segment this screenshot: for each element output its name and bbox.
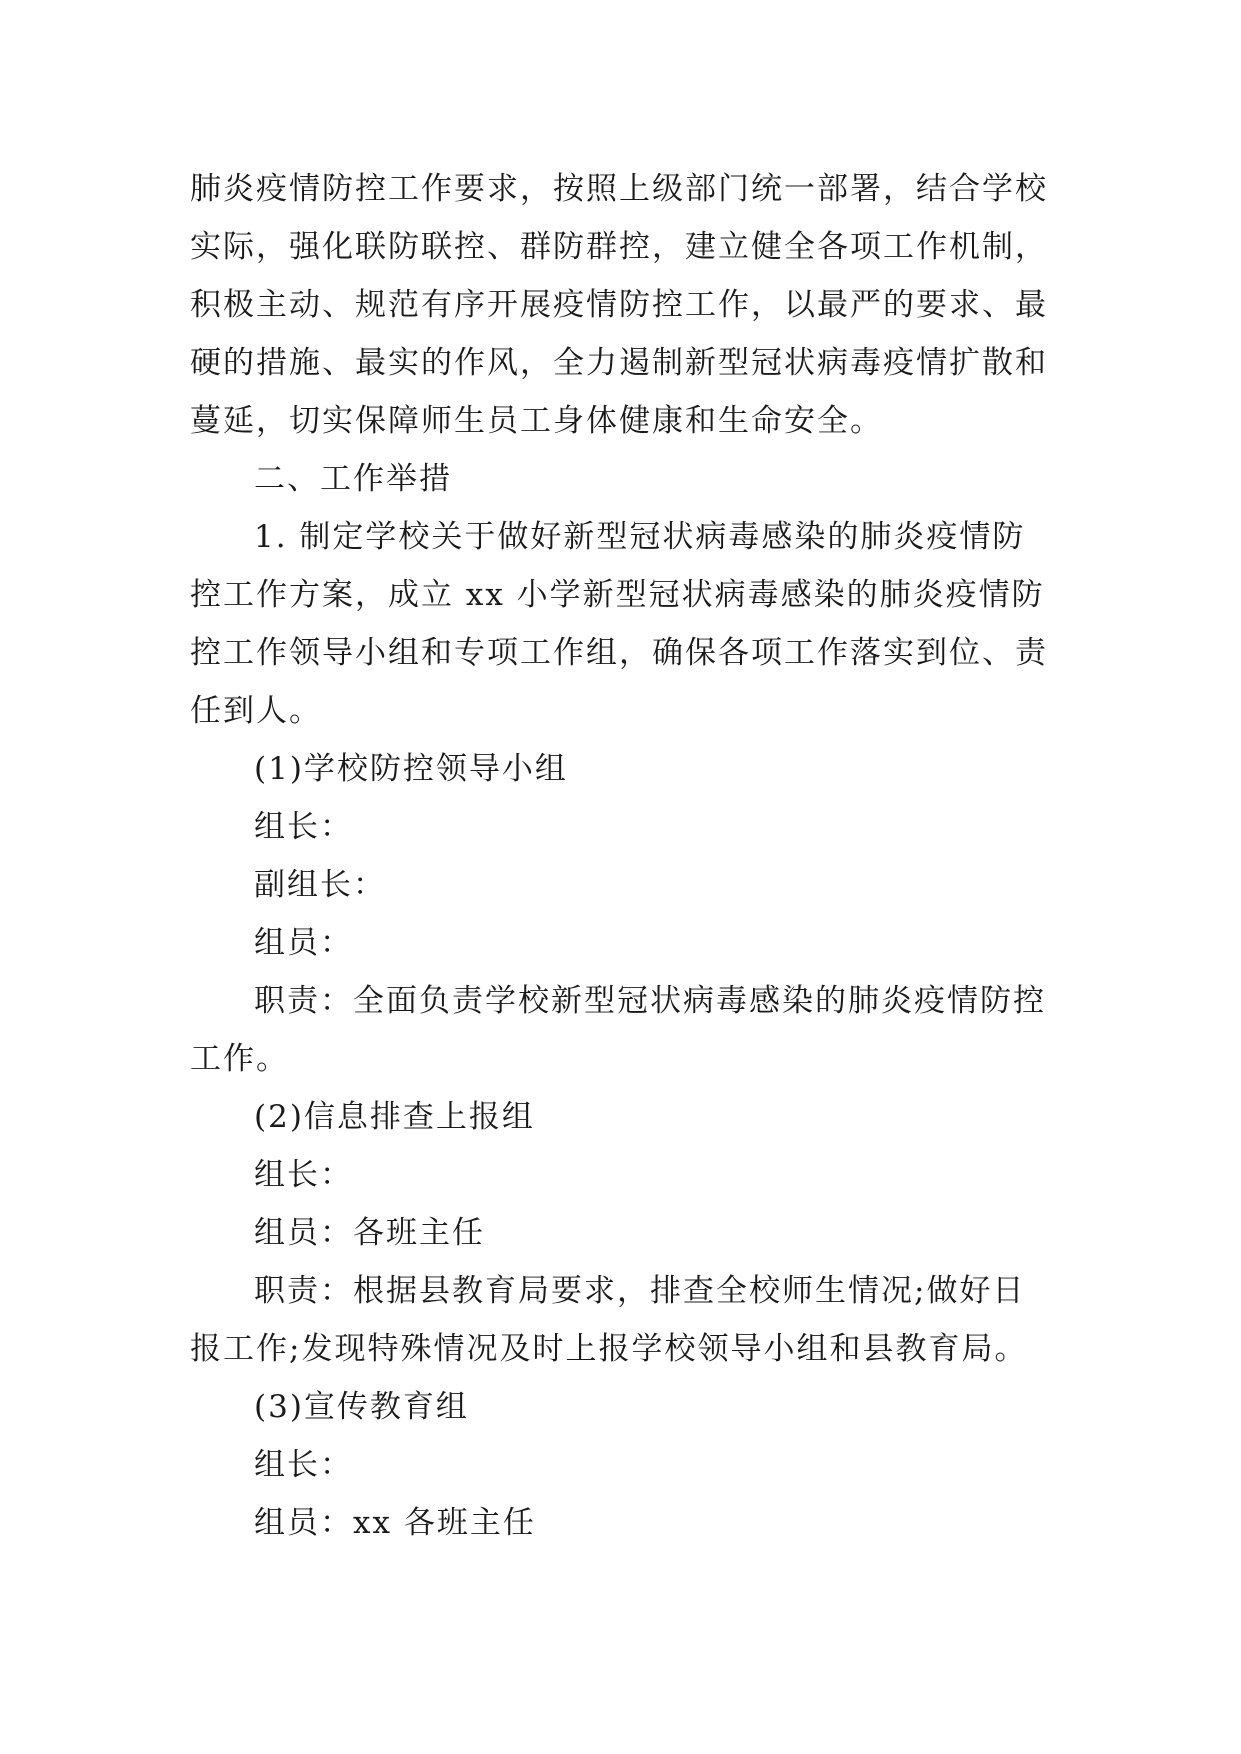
- text-line: 任到人。: [190, 693, 322, 729]
- text-line: 组员：xx 各班主任: [254, 1505, 536, 1541]
- text-line: 肺炎疫情防控工作要求，按照上级部门统一部署，结合学校: [190, 171, 1048, 207]
- section-heading: 二、工作举措: [254, 461, 452, 497]
- text-line: 控工作领导小组和专项工作组，确保各项工作落实到位、责: [190, 635, 1048, 671]
- text-line: 积极主动、规范有序开展疫情防控工作，以最严的要求、最: [190, 287, 1048, 323]
- text-line: 工作。: [190, 1041, 289, 1077]
- text-line: 组长：: [254, 1157, 353, 1193]
- text-line: 蔓延，切实保障师生员工身体健康和生命安全。: [190, 403, 883, 439]
- subsection-heading: (2)信息排查上报组: [254, 1099, 535, 1135]
- text-line: 组长：: [254, 809, 353, 845]
- text-line: 组长：: [254, 1447, 353, 1483]
- text-line: 组员：各班主任: [254, 1215, 485, 1251]
- text-line: 硬的措施、最实的作风，全力遏制新型冠状病毒疫情扩散和: [190, 345, 1048, 381]
- text-line: 1. 制定学校关于做好新型冠状病毒感染的肺炎疫情防: [254, 519, 1026, 555]
- text-line: 组员：: [254, 925, 353, 961]
- text-line: 职责：根据县教育局要求，排查全校师生情况;做好日: [254, 1273, 1026, 1309]
- subsection-heading: (1)学校防控领导小组: [254, 751, 568, 787]
- subsection-heading: (3)宣传教育组: [254, 1389, 469, 1425]
- document-body: [190, 160, 1050, 1552]
- text-line: 实际，强化联防联控、群防群控，建立健全各项工作机制，: [190, 229, 1048, 265]
- text-line: 副组长：: [254, 867, 386, 903]
- text-line: 职责：全面负责学校新型冠状病毒感染的肺炎疫情防控: [254, 983, 1046, 1019]
- text-line: 控工作方案，成立 xx 小学新型冠状病毒感染的肺炎疫情防: [190, 577, 1045, 613]
- text-line: 报工作;发现特殊情况及时上报学校领导小组和县教育局。: [190, 1331, 1028, 1367]
